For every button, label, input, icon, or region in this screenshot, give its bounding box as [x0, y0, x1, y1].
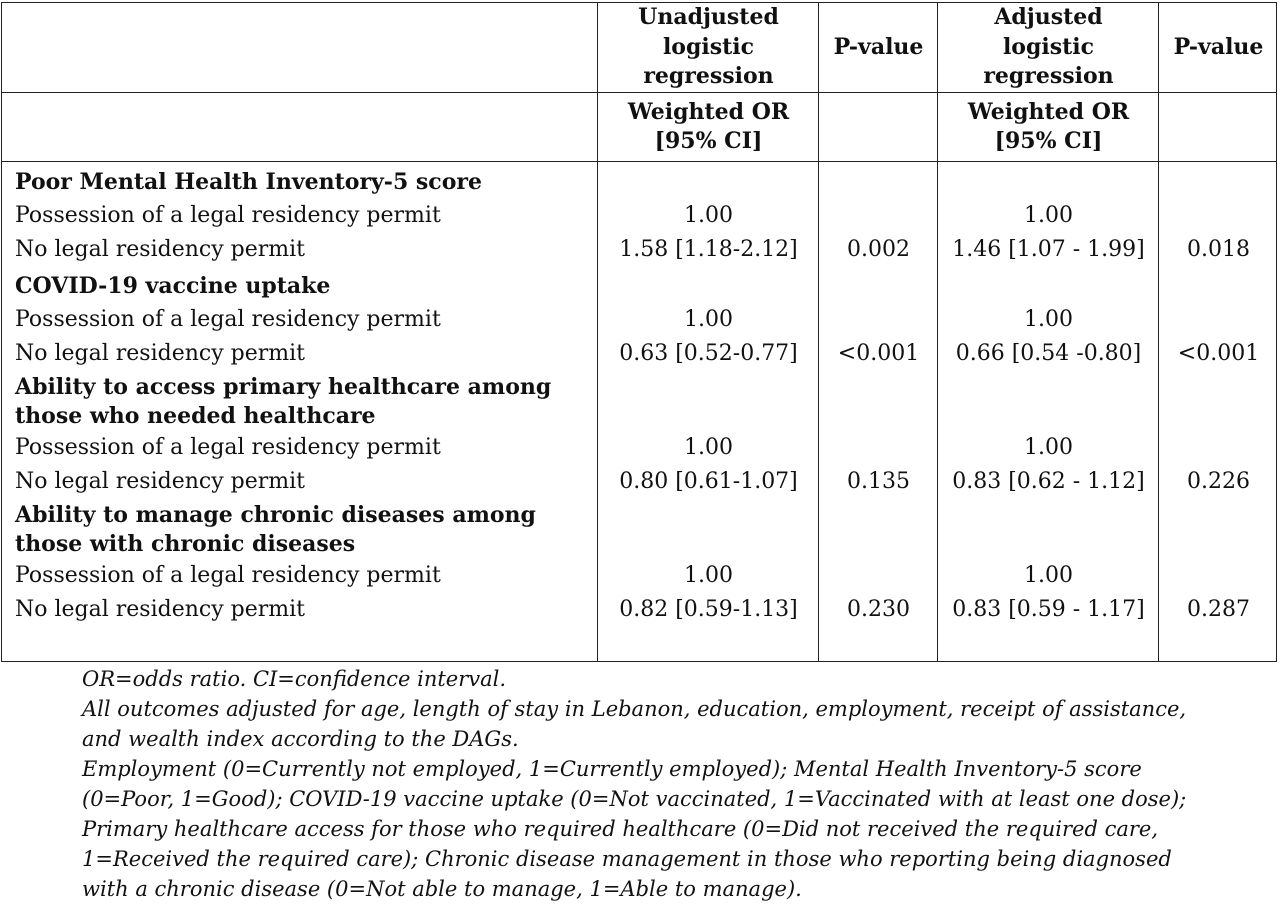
results-table [1, 2, 1277, 662]
row-label: No legal residency permit [15, 597, 306, 622]
unadjusted-or: 1.00 [684, 307, 733, 332]
row-divider [2, 161, 1276, 162]
p-value: <0.001 [837, 341, 920, 366]
unadjusted-or: 1.00 [684, 563, 733, 588]
unadjusted-or: 0.63 [0.52-0.77] [619, 341, 798, 366]
unadjusted-or: 1.00 [684, 435, 733, 460]
adjusted-or: 1.46 [1.07 - 1.99] [952, 237, 1145, 262]
header-pvalue-2: P-value [1173, 33, 1264, 60]
unadjusted-or: 0.80 [0.61-1.07] [619, 469, 798, 494]
unadjusted-or: 0.82 [0.59-1.13] [619, 597, 798, 622]
header-adjusted: Adjusted logistic regression [983, 4, 1114, 90]
footnote-line: and wealth index according to the DAGs. [82, 727, 519, 751]
row-label: Possession of a legal residency permit [15, 203, 441, 228]
adjusted-or: 0.83 [0.59 - 1.17] [952, 597, 1145, 622]
footnotes [82, 664, 1262, 904]
section-title: Poor Mental Health Inventory-5 score [15, 169, 482, 195]
section-title: Ability to manage chronic diseases among those with chronic diseases [15, 502, 536, 557]
header-unadjusted: Unadjusted logistic regression [638, 4, 779, 90]
footnote-line: OR=odds ratio. CI=confidence interval. [82, 667, 507, 691]
adjusted-or: 1.00 [1024, 203, 1073, 228]
row-label: No legal residency permit [15, 237, 306, 262]
footnote-line: All outcomes adjusted for age, length of stay in Lebanon, education, employment, receipt of assistance, [82, 697, 1187, 721]
subheader-weighted-or-unadjusted: Weighted OR [95% CI] [627, 98, 790, 154]
p-value: 0.226 [1187, 469, 1250, 494]
row-label: No legal residency permit [15, 469, 306, 494]
unadjusted-or: 1.58 [1.18-2.12] [619, 237, 798, 262]
section-title: COVID-19 vaccine uptake [15, 273, 331, 299]
p-value: 0.135 [847, 469, 910, 494]
adjusted-or: 0.66 [0.54 -0.80] [955, 341, 1142, 366]
footnote-line: Primary healthcare access for those who required healthcare (0=Did not received the required care, [82, 817, 1159, 841]
header-pvalue-1: P-value [833, 33, 924, 60]
p-value: 0.018 [1187, 237, 1250, 262]
row-label: Possession of a legal residency permit [15, 307, 441, 332]
row-label: Possession of a legal residency permit [15, 563, 441, 588]
footnote-line: Employment (0=Currently not employed, 1=Currently employed); Mental Health Inventory-5 score [82, 757, 1142, 781]
adjusted-or: 1.00 [1024, 435, 1073, 460]
footnote-line: 1=Received the required care); Chronic disease management in those who reporting being diagnosed [82, 847, 1172, 871]
unadjusted-or: 1.00 [684, 203, 733, 228]
footnote-line: (0=Poor, 1=Good); COVID-19 vaccine uptake (0=Not vaccinated, 1=Vaccinated with at least one dose); [82, 787, 1187, 811]
adjusted-or: 1.00 [1024, 563, 1073, 588]
p-value: 0.230 [847, 597, 910, 622]
adjusted-or: 0.83 [0.62 - 1.12] [952, 469, 1145, 494]
subheader-weighted-or-adjusted: Weighted OR [95% CI] [967, 98, 1130, 154]
footnote-line: with a chronic disease (0=Not able to manage, 1=Able to manage). [82, 877, 802, 901]
p-value: 0.002 [847, 237, 910, 262]
row-label: Possession of a legal residency permit [15, 435, 441, 460]
section-title: Ability to access primary healthcare among those who needed healthcare [15, 374, 552, 429]
p-value: 0.287 [1187, 597, 1250, 622]
p-value: <0.001 [1177, 341, 1260, 366]
adjusted-or: 1.00 [1024, 307, 1073, 332]
row-label: No legal residency permit [15, 341, 306, 366]
